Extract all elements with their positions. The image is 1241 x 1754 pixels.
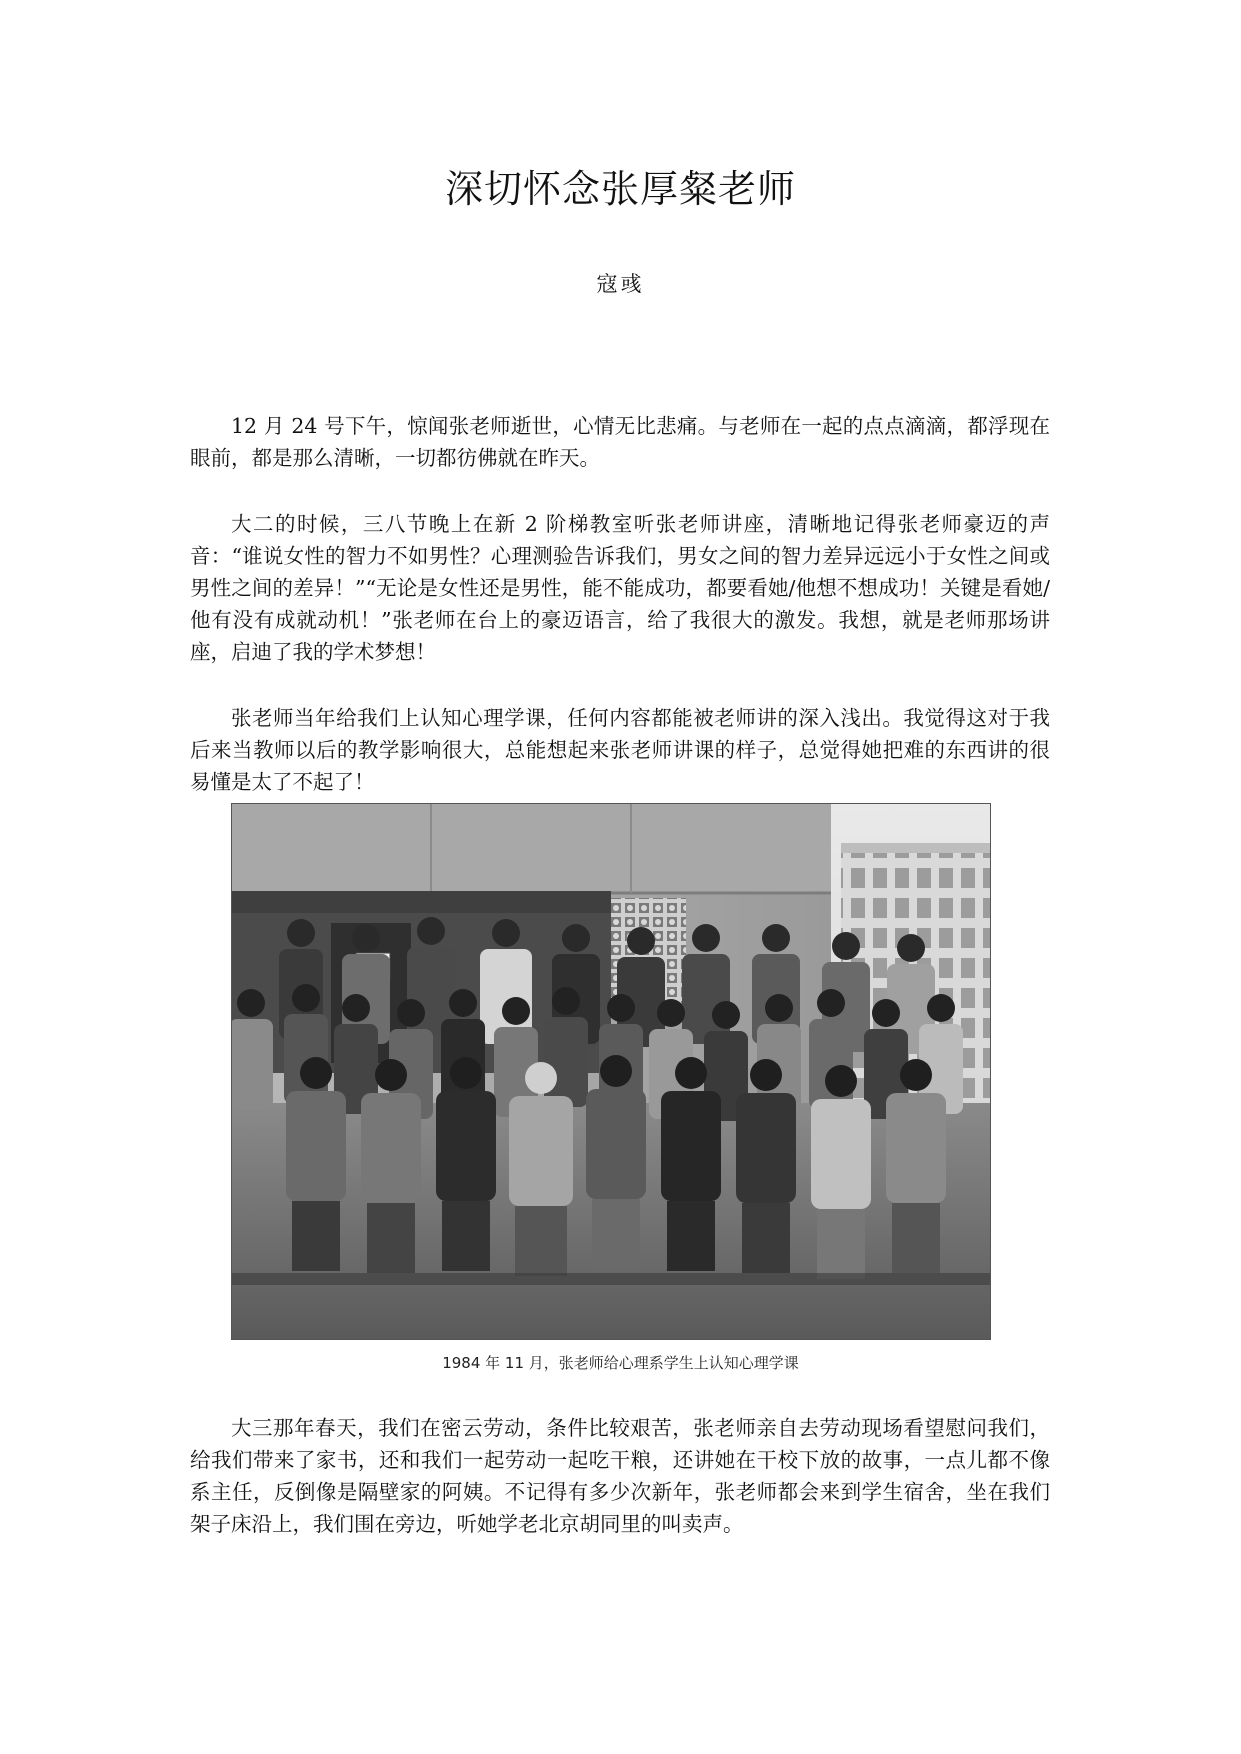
paragraph-1: 12 月 24 号下午，惊闻张老师逝世，心情无比悲痛。与老师在一起的点点滴滴，都浮现在眼前，都是那么清晰，一切都彷佛就在昨天。	[190, 414, 1050, 470]
paragraph-4: 大三那年春天，我们在密云劳动，条件比较艰苦，张老师亲自去劳动现场看望慰问我们，给我们带来了家书，还和我们一起劳动一起吃干粮，还讲她在干校下放的故事，一点儿都不像系主任，反倒像是隔壁家的阿姨。不记得有多少次新年，张老师都会来到学生宿舍，坐在我们架子床沿上，我们围在旁边，听她学老北京胡同里的叫卖声。	[190, 1416, 1050, 1536]
article-author: 寇彧	[596, 272, 645, 296]
paragraph-2: 大二的时候，三八节晚上在新 2 阶梯教室听张老师讲座，清晰地记得张老师豪迈的声音：“谁说女性的智力不如男性？心理测验告诉我们，男女之间的智力差异远远小于女性之间或男性之间的差异！”“无论是女性还是男性，能不能成功，都要看她/他想不想成功！关键是看她/他有没有成就动机！”张老师在台上的豪迈语言，给了我很大的激发。我想，就是老师那场讲座，启迪了我的学术梦想！	[190, 512, 1050, 664]
group-photo-illustration	[231, 803, 991, 1340]
group-photo	[231, 803, 991, 1340]
paragraph-3: 张老师当年给我们上认知心理学课，任何内容都能被老师讲的深入浅出。我觉得这对于我后来当教师以后的教学影响很大，总能想起来张老师讲课的样子，总觉得她把难的东西讲的很易懂是太了不起了！	[190, 706, 1050, 794]
article-title: 深切怀念张厚粲老师	[444, 167, 796, 211]
photo-caption: 1984 年 11 月，张老师给心理系学生上认知心理学课	[442, 1354, 799, 1372]
